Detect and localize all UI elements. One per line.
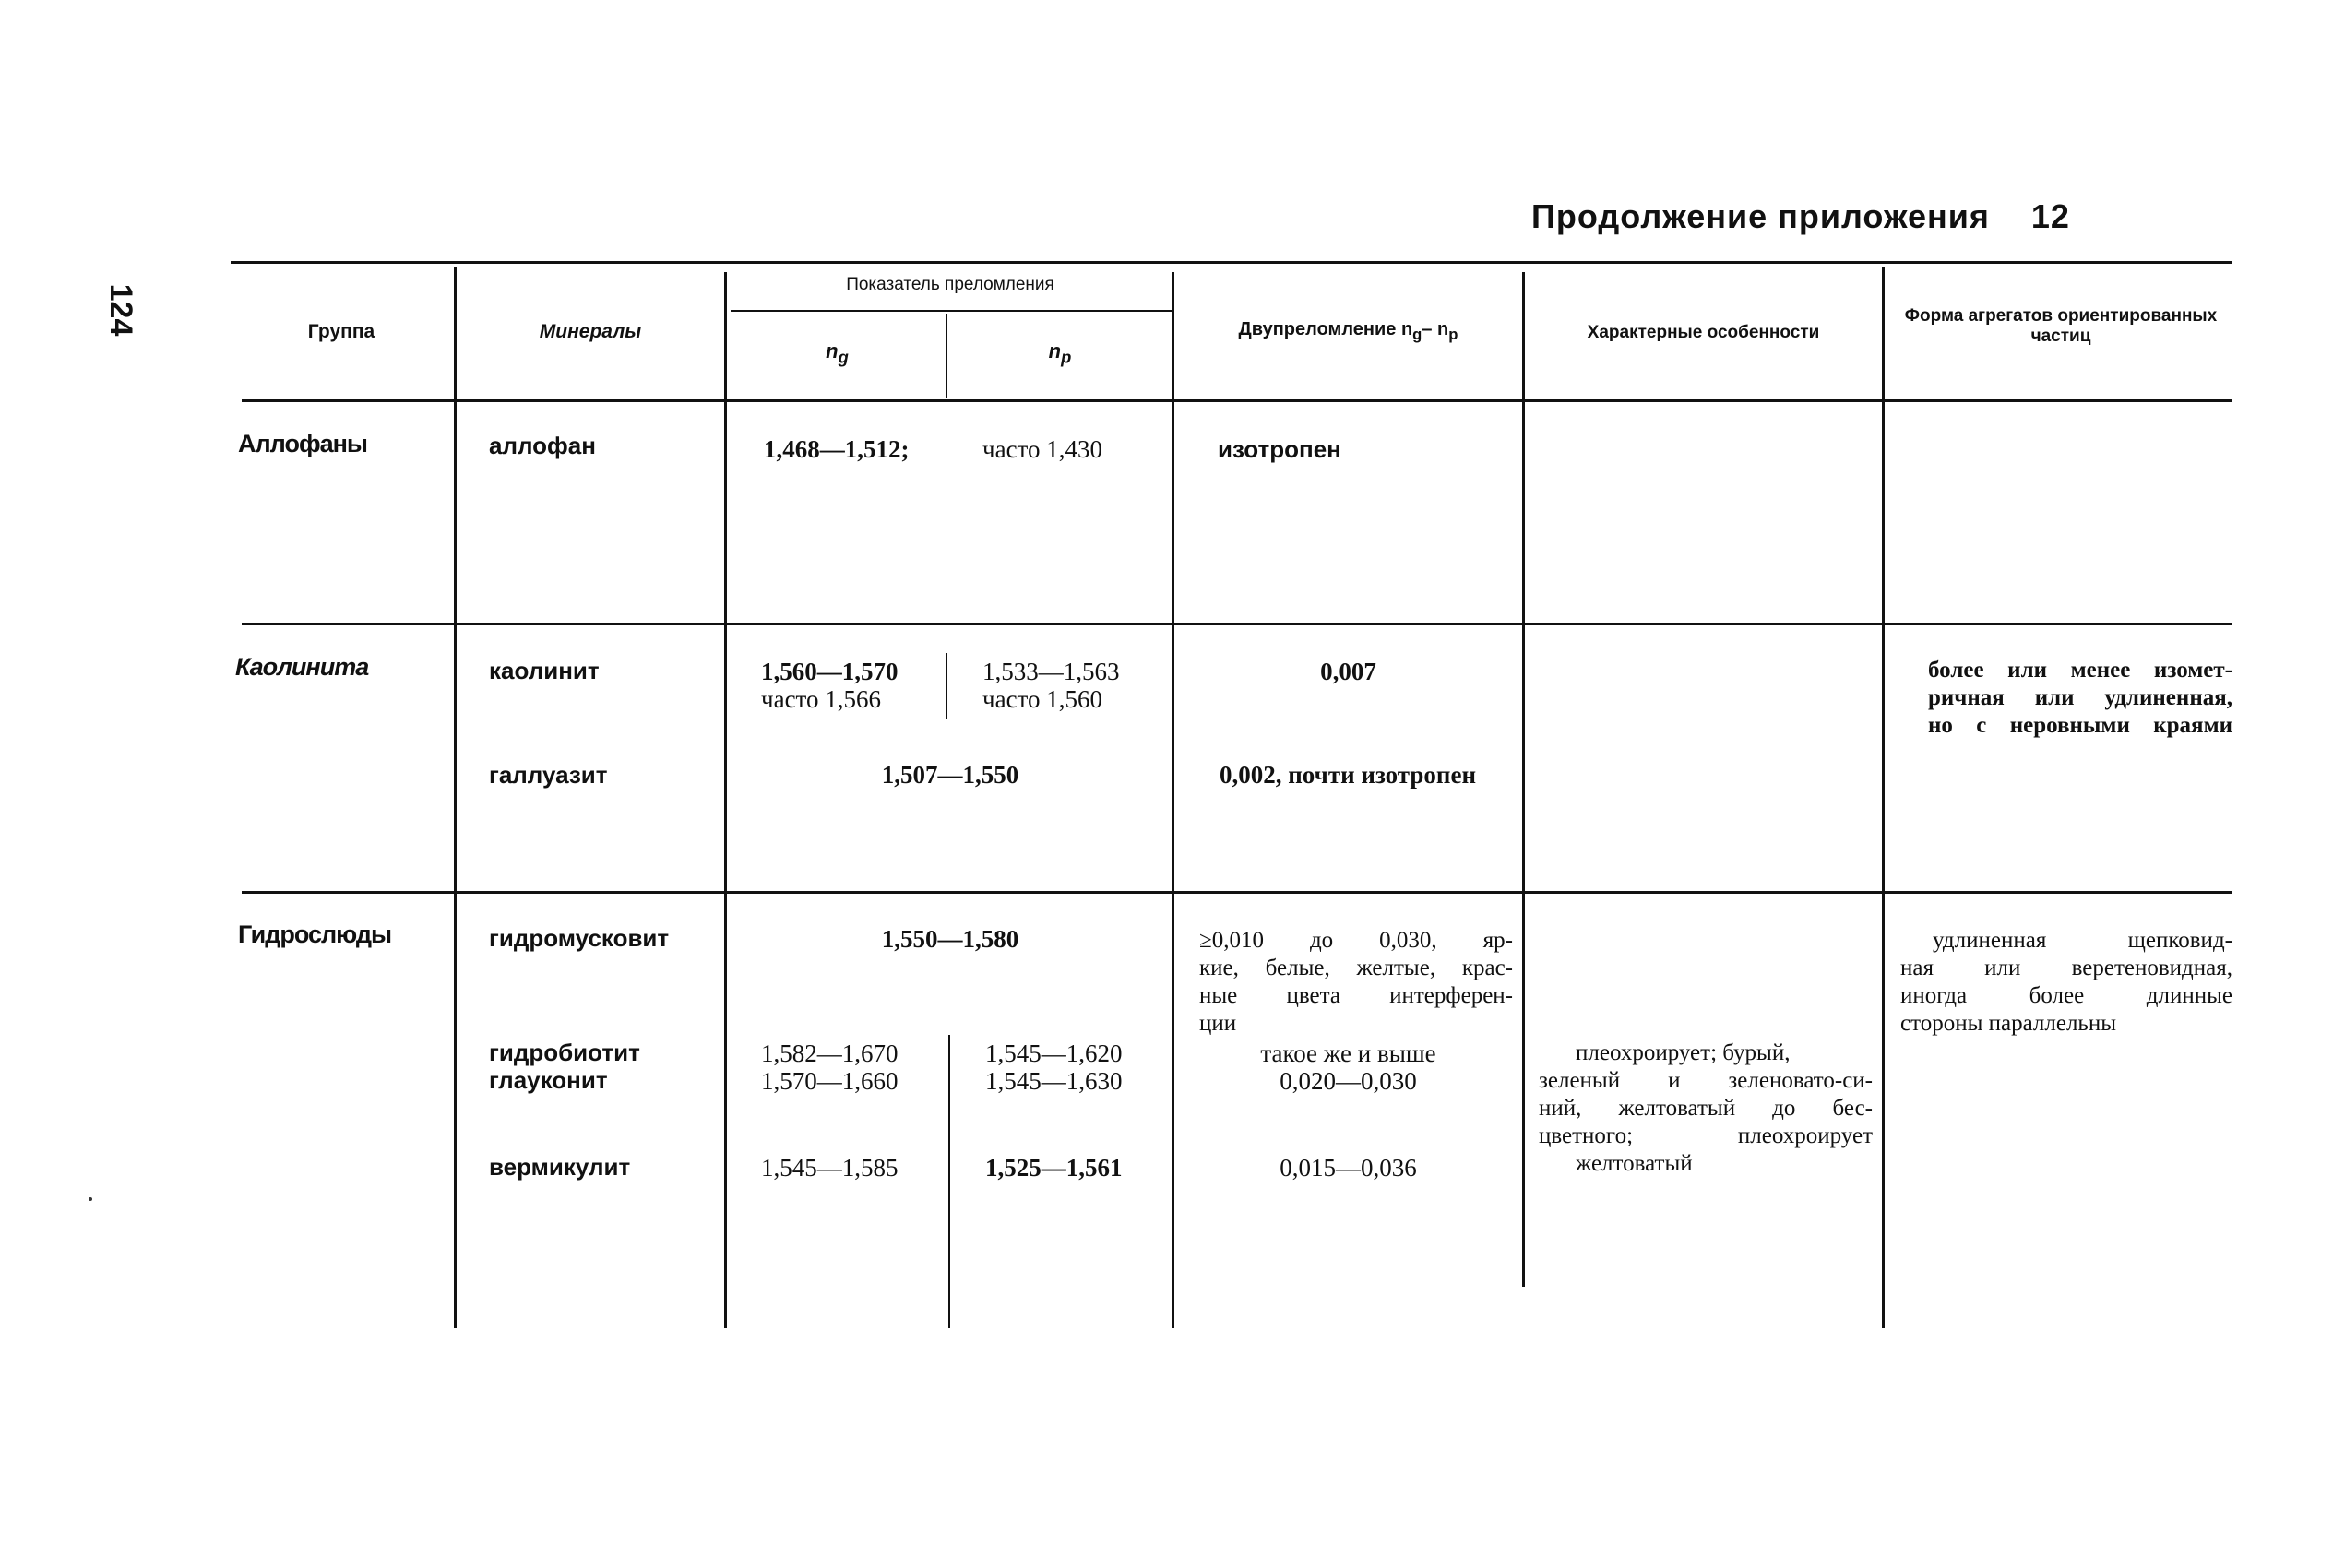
n-combined-value: 1,550—1,580 xyxy=(881,925,1019,953)
n-combined-value: 1,507—1,550 xyxy=(881,761,1019,789)
form-line: ричная или удлиненная, xyxy=(1928,685,2232,710)
np-range: 1,533—1,563 xyxy=(982,658,1120,685)
np-value: 1,545—1,620 xyxy=(985,1039,1123,1067)
aggregate-form-text xyxy=(1900,927,2232,1038)
np-value: часто 1,430 xyxy=(982,435,1102,463)
ng-value: 1,545—1,585 xyxy=(761,1154,899,1182)
birefringence-value: 0,002, почти изотропен xyxy=(1220,761,1477,789)
ng-range: 1,560—1,570 xyxy=(761,658,899,685)
ng-value: 1,582—1,670 xyxy=(761,1039,899,1067)
page-number: 124 xyxy=(103,283,138,337)
mineral-name: аллофан xyxy=(489,432,596,459)
header-features: Характерные особенности xyxy=(1587,323,1820,342)
header-minerals: Минералы xyxy=(539,321,642,342)
form-line: ная или веретеновидная, xyxy=(1900,956,2232,980)
ng-value xyxy=(761,658,899,713)
group-name: Гидрослюды xyxy=(238,921,392,948)
header-ng-np-divider xyxy=(946,314,947,398)
mineral-name: гидромусковит xyxy=(489,924,670,952)
form-line: но с неровными краями xyxy=(1928,713,2232,738)
col-rule-refraction xyxy=(724,272,727,1328)
form-line: иногда более длинные xyxy=(1900,983,2232,1008)
features-line: ний, желтоватый до бес- xyxy=(1539,1096,1873,1121)
mineral-name: гидробиотит xyxy=(489,1039,640,1066)
group-divider-1 xyxy=(242,623,2232,625)
np-typical: часто 1,560 xyxy=(982,685,1102,713)
birefringence-value: изотропен xyxy=(1218,435,1341,463)
header-bottom-rule xyxy=(242,399,2232,402)
mineral-name: каолинит xyxy=(489,657,600,684)
np-value: 1,545—1,630 xyxy=(985,1067,1123,1095)
continuation-header xyxy=(1531,197,2070,236)
birefringence-value: 0,015—0,036 xyxy=(1280,1154,1417,1182)
continuation-label: Продолжение приложения xyxy=(1531,197,1990,235)
subheader-rule xyxy=(731,310,1172,312)
birefringence-line: ≥0,010 до 0,030, яр- xyxy=(1199,928,1513,953)
header-refraction: Показатель преломления xyxy=(846,275,1054,294)
ng-value: 1,570—1,660 xyxy=(761,1067,899,1095)
hydromica-ng-np-divider xyxy=(948,1035,950,1328)
ng-value: 1,468—1,512; xyxy=(764,435,910,463)
features-text xyxy=(1539,1039,1873,1178)
birefringence-text xyxy=(1199,927,1513,1038)
birefringence-line: ции xyxy=(1199,1011,1237,1036)
group-name: Аллофаны xyxy=(238,430,367,457)
np-value xyxy=(982,658,1120,713)
form-line: стороны параллельны xyxy=(1900,1011,2117,1036)
col-rule-features xyxy=(1522,272,1525,1287)
birefringence-value: такое же и выше xyxy=(1260,1039,1436,1067)
mineral-name: вермикулит xyxy=(489,1153,631,1181)
header-np: $n_p$ xyxy=(1048,339,1072,367)
header-aggregate-form: Форма агрегатов ориентированных частиц xyxy=(1904,306,2218,346)
birefringence-value: 0,007 xyxy=(1320,658,1376,685)
features-line: цветного; плеохроирует xyxy=(1539,1123,1873,1148)
birefringence-line: кие, белые, желтые, крас- xyxy=(1199,956,1513,980)
continuation-number: 12 xyxy=(2030,197,2070,235)
kaolinite-ng-np-divider xyxy=(946,653,947,719)
group-name: Каолинита xyxy=(235,653,369,681)
features-line: зеленый и зеленовато-си- xyxy=(1539,1068,1873,1093)
header-group: Группа xyxy=(307,321,375,342)
birefringence-line: ные цвета интерферен- xyxy=(1199,983,1513,1008)
ng-typical: часто 1,566 xyxy=(761,685,881,713)
features-line: желтоватый xyxy=(1576,1151,1693,1176)
birefringence-value: 0,020—0,030 xyxy=(1280,1067,1417,1095)
form-line: удлиненная щепковид- xyxy=(1933,928,2232,953)
col-rule-minerals xyxy=(454,267,457,1328)
header-ng: $n_g$ xyxy=(826,339,849,367)
scan-speck xyxy=(89,1197,92,1201)
np-value: 1,525—1,561 xyxy=(985,1154,1123,1182)
header-birefringence: Двупреломление $n_g-$ $n_p$ xyxy=(1238,319,1458,343)
table-top-rule xyxy=(231,261,2232,264)
features-line: плеохроирует; бурый, xyxy=(1576,1040,1791,1065)
aggregate-form-text xyxy=(1928,657,2232,740)
group-divider-2 xyxy=(242,891,2232,894)
mineral-name: галлуазит xyxy=(489,761,608,789)
mineral-name: глауконит xyxy=(489,1066,608,1094)
col-rule-form xyxy=(1882,267,1885,1328)
form-line: более или менее изомет- xyxy=(1928,658,2232,683)
